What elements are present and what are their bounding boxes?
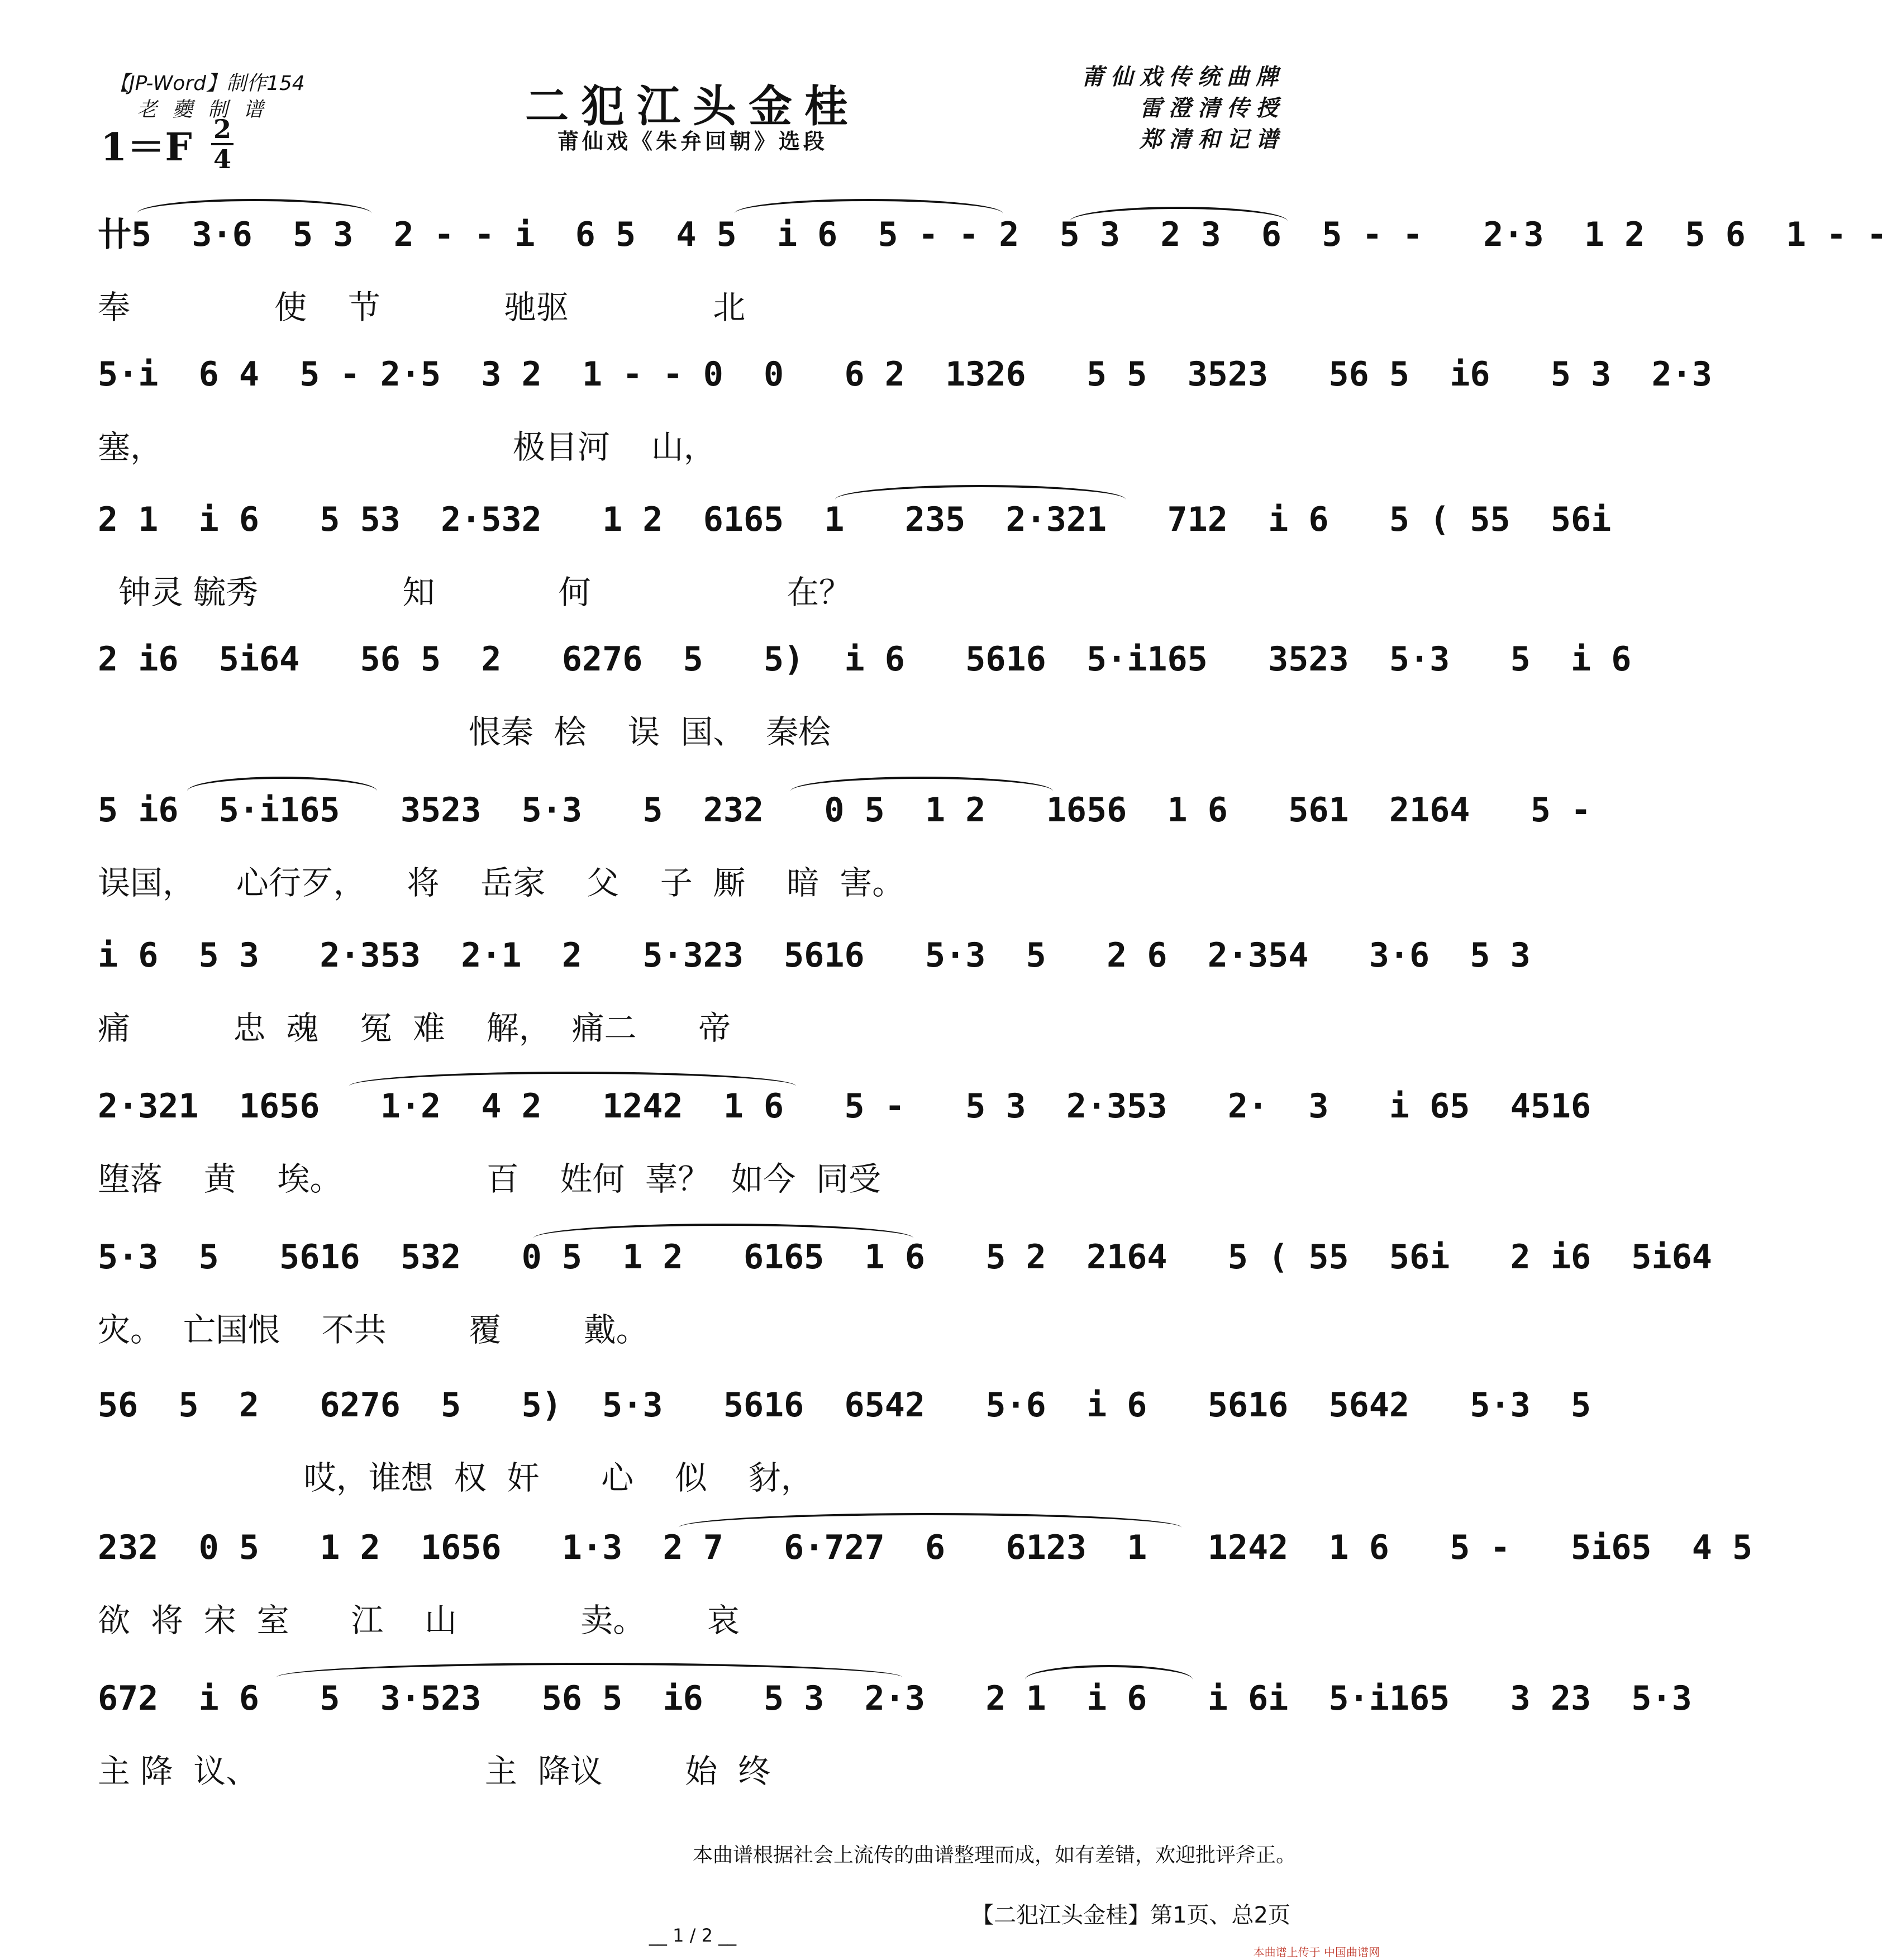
notation-line: 2 i6 5i64 56 5 2 6276 5 5) i 6 5616 5·i165 3523 5·3 5 i 6 [98, 640, 1632, 679]
lyrics-line: 灾。 亡国恨 不共 覆 戴。 [98, 1311, 649, 1349]
credits-block [1081, 61, 1285, 155]
staff-row [98, 1372, 1591, 1500]
staff-row [98, 1073, 1591, 1201]
disclaimer-note: 本曲谱根据社会上流传的曲谱整理而成，如有差错，欢迎批评斧正。 [692, 1844, 1296, 1867]
staff-row [98, 1224, 1712, 1352]
notation-line: 5 i6 5·i165 3523 5·3 5 232 0 5 1 2 1656 1 6 561 2164 5 - [98, 791, 1591, 830]
lyrics-line: 塞， 极目河 山， [98, 428, 716, 466]
site-logo: 本曲谱上传于 中国曲谱网 [1253, 1945, 1380, 1959]
notation-line: 卄5 3·6 5 3 2 - - i 6 5 4 5 i 6 5 - - 2 5 3 2 3 6 5 - - 2·3 1 2 5 6 1 - - [98, 215, 1887, 254]
page-subtitle: 莆仙戏《朱弁回朝》选段 [557, 129, 828, 154]
maker-credit: 【JP-Word】制作154 [109, 72, 305, 95]
notation-line: i 6 5 3 2·353 2·1 2 5·323 5616 5·3 5 2 6 2·354 3·6 5 3 [98, 936, 1531, 975]
staff-row [98, 922, 1531, 1050]
page-footer-title: 【二犯江头金桂】第1页、总2页 [971, 1902, 1290, 1928]
lyrics-line: 欲 将 宋 室 江 山 卖。 哀 [98, 1601, 740, 1639]
staff-row [98, 777, 1591, 905]
staff-row [98, 201, 1887, 330]
notation-line: 5·i 6 4 5 - 2·5 3 2 1 - - 0 0 6 2 1326 5 5 3523 56 5 i6 5 3 2·3 [98, 355, 1712, 394]
lyrics-line: 主 降 议、 主 降议 始 终 [98, 1752, 771, 1790]
staff-row [98, 341, 1712, 469]
lyrics-line: 恨秦 桧 误 国、 秦桧 [98, 713, 831, 751]
lyrics-line: 堕落 黄 埃。 百 姓何 辜？ 如今 同受 [98, 1160, 881, 1198]
staff-row [98, 1514, 1753, 1643]
lyrics-line: 哎，谁想 权 奸 心 似 豺， [98, 1459, 813, 1497]
lyrics-line: 钟灵 毓秀 知 何 在？ [98, 573, 851, 611]
time-numerator: 2 [213, 114, 231, 144]
key-signature: 1＝F [101, 125, 192, 170]
notation-line: 56 5 2 6276 5 5) 5·3 5616 6542 5·6 i 6 5616 5642 5·3 5 [98, 1386, 1591, 1425]
staff-row [98, 626, 1632, 754]
maker-name: 老 虁 制 谱 [137, 98, 268, 121]
notation-line: 232 0 5 1 2 1656 1·3 2 7 6·727 6 6123 1 1242 1 6 5 - 5i65 4 5 [98, 1528, 1753, 1567]
notation-line: 5·3 5 5616 532 0 5 1 2 6165 1 6 5 2 2164 5 ( 55 56i 2 i6 5i64 [98, 1238, 1712, 1277]
lyrics-line: 奉 使 节 驰驱 北 [98, 288, 746, 326]
credit-genre: 莆仙戏传统曲牌 [1081, 64, 1285, 90]
notation-line: 2 1 i 6 5 53 2·532 1 2 6165 1 235 2·321 712 i 6 5 ( 55 56i [98, 500, 1612, 539]
credit-transcriber: 郑清和记谱 [1140, 126, 1285, 153]
lyrics-line: 误国， 心行歹， 将 岳家 父 子 厮 暗 害。 [98, 864, 905, 902]
page-number: __ 1 / 2 __ [649, 1925, 737, 1946]
credit-teacher: 雷澄清传授 [1140, 95, 1285, 121]
staff-row [98, 486, 1612, 615]
notation-line: 2·321 1656 1·2 4 2 1242 1 6 5 - 5 3 2·353 2· 3 i 65 4516 [98, 1087, 1591, 1126]
time-denominator: 4 [213, 144, 231, 174]
notation-line: 672 i 6 5 3·523 56 5 i6 5 3 2·3 2 1 i 6 i 6i 5·i165 3 23 5·3 [98, 1679, 1692, 1718]
page-title: 二犯江头金桂 [525, 81, 860, 132]
staff-row [98, 1665, 1692, 1794]
lyrics-line: 痛 忠 魂 冤 难 解， 痛二 帝 [98, 1009, 731, 1047]
